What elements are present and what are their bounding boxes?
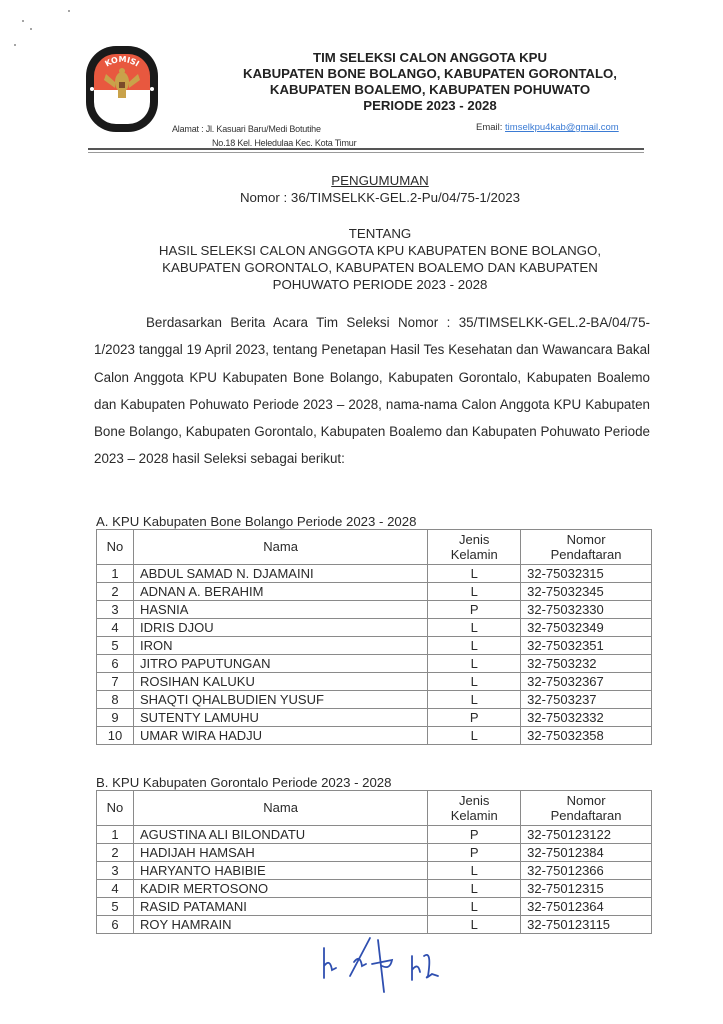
table-row [97,844,652,862]
cell-nama: RASID PATAMANI [133,898,427,916]
scan-speck [14,44,16,46]
cell-no: 6 [97,916,134,934]
header-nama: Nama [133,530,427,565]
cell-nama: IRON [133,637,427,655]
letterhead-title-line-1: TIM SELEKSI CALON ANGGOTA KPU [313,50,547,65]
letterhead-title-line-4: PERIODE 2023 - 2028 [363,98,497,113]
table-row [97,601,652,619]
announcement-heading: PENGUMUMAN [331,173,429,188]
cell-no: 4 [97,619,134,637]
cell-nama: HASNIA [133,601,427,619]
cell-no: 3 [97,601,134,619]
cell-jenis-kelamin: L [428,637,521,655]
logo-bottom-text: PEMILIHAN UMUM [94,95,150,121]
cell-jenis-kelamin: L [428,673,521,691]
email-link[interactable]: timselkpu4kab@gmail.com [505,122,619,133]
cell-nomor-pendaftaran: 32-750123115 [521,916,652,934]
cell-no: 10 [97,727,134,745]
cell-jenis-kelamin: L [428,583,521,601]
address-line-1: Alamat : Jl. Kasuari Baru/Medi Botutihe [172,124,321,134]
cell-nama: ABDUL SAMAD N. DJAMAINI [133,565,427,583]
table-row [97,709,652,727]
table-gorontalo [96,790,652,934]
scan-speck [30,28,32,30]
cell-no: 4 [97,880,134,898]
announcement-number: Nomor : 36/TIMSELKK-GEL.2-Pu/04/75-1/2023 [239,190,521,205]
header-nomor-pendaftaran: Nomor Pendaftaran [521,530,652,565]
table-bone-bolango [96,529,652,745]
header-nomor-pendaftaran: Nomor Pendaftaran [521,791,652,826]
cell-jenis-kelamin: L [428,898,521,916]
table-header-row [97,791,652,826]
cell-nomor-pendaftaran: 32-7503237 [521,691,652,709]
table-row [97,862,652,880]
cell-no: 5 [97,898,134,916]
cell-nomor-pendaftaran: 32-75012364 [521,898,652,916]
cell-nomor-pendaftaran: 32-75032351 [521,637,652,655]
table-row [97,565,652,583]
cell-jenis-kelamin: L [428,916,521,934]
letterhead-title-line-2: KABUPATEN BONE BOLANGO, KABUPATEN GORONTALO, [243,66,617,81]
table-row [97,673,652,691]
cell-nama: KADIR MERTOSONO [133,880,427,898]
cell-nomor-pendaftaran: 32-75032358 [521,727,652,745]
cell-nomor-pendaftaran: 32-75012366 [521,862,652,880]
cell-nomor-pendaftaran: 32-75032367 [521,673,652,691]
table-row [97,898,652,916]
header-jenis-kelamin: Jenis Kelamin [428,791,521,826]
table-row [97,691,652,709]
cell-jenis-kelamin: L [428,880,521,898]
cell-nomor-pendaftaran: 32-75032315 [521,565,652,583]
table-row [97,727,652,745]
scan-speck [68,10,70,12]
header-jenis-kelamin: Jenis Kelamin [428,530,521,565]
kpu-logo [84,44,160,134]
letterhead-divider [88,148,644,150]
cell-jenis-kelamin: L [428,727,521,745]
address-line-2: No.18 Kel. Heledulaa Kec. Kota Timur [212,138,357,148]
header-no: No [97,791,134,826]
cell-nomor-pendaftaran: 32-750123122 [521,826,652,844]
cell-nama: ROSIHAN KALUKU [133,673,427,691]
table-row [97,637,652,655]
cell-nama: IDRIS DJOU [133,619,427,637]
cell-nama: UMAR WIRA HADJU [133,727,427,745]
cell-nomor-pendaftaran: 32-75012384 [521,844,652,862]
cell-jenis-kelamin: L [428,655,521,673]
cell-nama: ROY HAMRAIN [133,916,427,934]
section-a-title: A. KPU Kabupaten Bone Bolango Periode 2023 - 2028 [96,514,417,529]
cell-nomor-pendaftaran: 32-75032332 [521,709,652,727]
cell-jenis-kelamin: L [428,862,521,880]
cell-nama: HADIJAH HAMSAH [133,844,427,862]
cell-nama: ADNAN A. BERAHIM [133,583,427,601]
table-row [97,619,652,637]
cell-jenis-kelamin: L [428,565,521,583]
cell-no: 2 [97,583,134,601]
cell-nama: HARYANTO HABIBIE [133,862,427,880]
cell-no: 8 [97,691,134,709]
cell-jenis-kelamin: P [428,601,521,619]
cell-jenis-kelamin: P [428,709,521,727]
cell-no: 9 [97,709,134,727]
cell-no: 6 [97,655,134,673]
cell-jenis-kelamin: P [428,826,521,844]
table-row [97,583,652,601]
cell-no: 5 [97,637,134,655]
table-row [97,880,652,898]
header-nama: Nama [133,791,427,826]
about-label: TENTANG [348,226,412,241]
cell-jenis-kelamin: L [428,691,521,709]
subject-line-2: KABUPATEN GORONTALO, KABUPATEN BOALEMO DAN KABUPATEN [162,260,598,275]
cell-nomor-pendaftaran: 32-75032345 [521,583,652,601]
table-row [97,826,652,844]
cell-no: 2 [97,844,134,862]
email-contact [476,122,619,133]
handwritten-initials [320,936,460,996]
cell-nomor-pendaftaran: 32-75012315 [521,880,652,898]
letterhead-title-line-3: KABUPATEN BOALEMO, KABUPATEN POHUWATO [269,82,591,97]
cell-nama: AGUSTINA ALI BILONDATU [133,826,427,844]
table-row [97,916,652,934]
table-row [97,655,652,673]
cell-jenis-kelamin: P [428,844,521,862]
cell-nama: SHAQTI QHALBUDIEN YUSUF [133,691,427,709]
cell-nomor-pendaftaran: 32-7503232 [521,655,652,673]
logo-top-text: KOMISI [103,54,141,69]
header-no: No [97,530,134,565]
cell-no: 1 [97,565,134,583]
section-b-title: B. KPU Kabupaten Gorontalo Periode 2023 - 2028 [96,775,392,790]
cell-no: 3 [97,862,134,880]
cell-jenis-kelamin: L [428,619,521,637]
scan-speck [22,20,24,22]
cell-nomor-pendaftaran: 32-75032330 [521,601,652,619]
table-header-row [97,530,652,565]
body-text: Berdasarkan Berita Acara Tim Seleksi Nomor : 35/TIMSELKK-GEL.2-BA/04/75-1/2023 tanggal 19 April 2023, tentang Penetapan Hasil Tes Kesehatan dan Wawancara Bakal Calon Anggota KPU Kabupaten Bone Bolango, Kabupaten Gorontalo, Kabupaten Boalemo dan Kabupaten Pohuwato Periode 2023 – 2028, nama-nama Calon Anggota KPU Kabupaten Bone Bolango, Kabupaten Gorontalo, Kabupaten Boalemo dan Kabupaten Pohuwato Periode 2023 – 2028 hasil Seleksi sebagai berikut: [94,315,650,467]
cell-nama: SUTENTY LAMUHU [133,709,427,727]
cell-no: 7 [97,673,134,691]
body-paragraph [94,309,650,473]
email-label: Email: [476,122,506,133]
cell-nomor-pendaftaran: 32-75032349 [521,619,652,637]
cell-no: 1 [97,826,134,844]
subject-line-3: POHUWATO PERIODE 2023 - 2028 [272,277,488,292]
cell-nama: JITRO PAPUTUNGAN [133,655,427,673]
letterhead-divider-thin [88,152,644,153]
subject-line-1: HASIL SELEKSI CALON ANGGOTA KPU KABUPATEN BONE BOLANGO, [158,243,602,258]
